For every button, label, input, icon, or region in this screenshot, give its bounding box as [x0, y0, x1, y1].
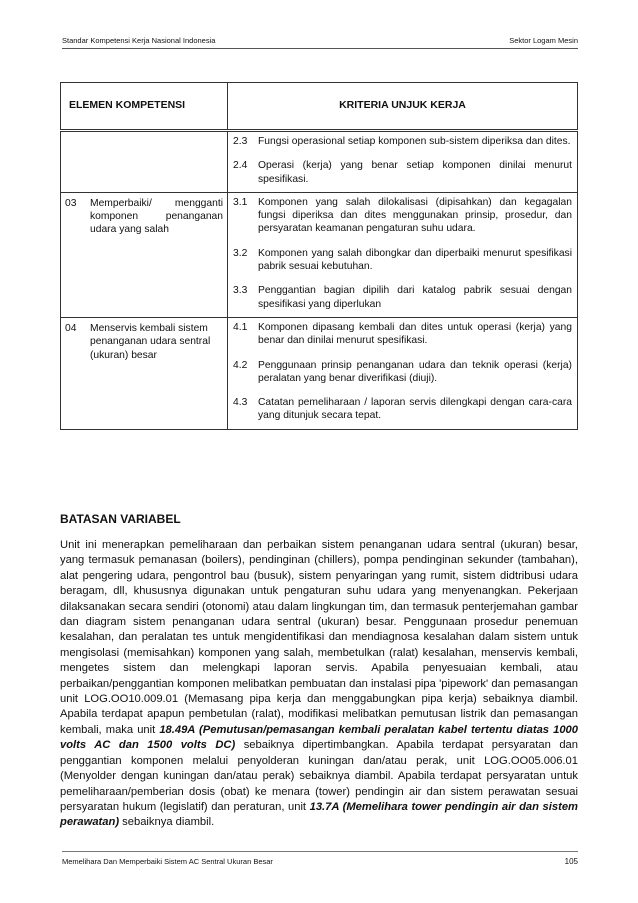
column-header-kriteria: KRITERIA UNJUK KERJA [228, 83, 578, 131]
kriteria-item [233, 359, 572, 386]
kriteria-text: Fungsi operasional setiap komponen sub-sistem diperiksa dan dites. [258, 136, 571, 147]
kriteria-item [233, 196, 572, 236]
kriteria-text: Komponen yang salah dibongkar dan diperbaiki menurut spesifikasi pabrik sesuai kebutuhan. [258, 247, 572, 273]
kriteria-item [233, 159, 572, 186]
paragraph-unit-reference-2: 13.7A (Memelihara tower pendingin air dan sistem perawatan) [60, 800, 578, 829]
section-heading-batasan-variabel: BATASAN VARIABEL [60, 512, 181, 526]
kriteria-text: Operasi (kerja) yang benar setiap komponen dinilai menurut spesifikasi. [258, 160, 572, 185]
kriteria-number: 4.1 [233, 321, 248, 333]
kriteria-text: Penggantian bagian dipilih dari katalog pabrik sesuai dengan spesifikasi yang diperlukan [258, 285, 572, 310]
elemen-number: 04 [65, 322, 77, 334]
page-header [62, 36, 578, 49]
paragraph-text-part-1: Unit ini menerapkan pemeliharaan dan perbaikan sistem penanganan udara sentral (ukuran) besar, yang termasuk pemanasan (boilers), pendinginan (chillers), pompa pendinginan sekunder (tambahan), alat pengering udara, pengontrol bau (busuk), sistem penyaringan yang rumit, sistem didtribusi udara beragam, dll, khususnya digunakan untuk pengaturan suhu udara yang menyenangkan. Pekerjaan dilaksanakan secara sendiri (otonomi) atau dalam lingkungan tim, dan termasuk penterjemahan gambar dan diagram sistem penanganan udara sentral (ukuran) besar. Penggunaan prosedur penemuan kesalahan, dan peralatan tes untuk mengidentifikasi dan mendiagnosa kesalahan dalam sistem untuk mengisolasi (memisahkan) komponen yang salah, membetulkan (ralat) kesalahan, menservis kembali, mengetes sistem dan melengkapi laporan servis. Apabila penyesuaian kembali, atau perbaikan/penggantian komponen melibatkan pembuatan dan instalasi pipa 'pipework' dan pemasangan unit LOG.OO10.009.01 (Memasang pipa kerja dan menggabungkan pipa kerja) sebaiknya diambil. Apabila terdapat apapun pembetulan (ralat), modifikasi melibatkan pemutusan listrik dan pemasangan kembali, maka unit [60, 539, 578, 736]
kriteria-number: 2.4 [233, 160, 248, 172]
elemen-item [65, 197, 223, 237]
elemen-text: Memperbaiki/ mengganti komponen penanganan udara yang salah [90, 197, 223, 236]
paragraph-text-part-2: sebaiknya dipertimbangkan. Apabila terdapat persyaratan dan penggantian komponen melalui penyolderan kuningan dan/atau perak, unit LOG.OO05.006.01 (Menyolder dengan kuningan dan/atau perak) sebaiknya diambil. Apabila terdapat persyaratan untuk pemeliharaan/pemberian dosis (obat) ke menara (tower) pendingin air dan sistem perawatan sesuai persyaratan hukum (legislatif) dan peraturan, unit [60, 739, 578, 813]
paragraph-unit-reference-1: 18.49A (Pemutusan/pemasangan kembali peralatan kabel tertentu diatas 1000 volts AC dan 1500 volts DC) [60, 723, 578, 752]
elemen-number: 03 [65, 197, 77, 209]
kriteria-number: 2.3 [233, 136, 248, 147]
table-header-row [61, 83, 578, 131]
footer-module-title: Memelihara Dan Memperbaiki Sistem AC Sentral Ukuran Besar [62, 857, 273, 866]
competency-table [60, 82, 578, 430]
page-footer [62, 851, 578, 866]
kriteria-cell [228, 317, 578, 429]
header-standard-title: Standar Kompetensi Kerja Nasional Indonesia [62, 36, 216, 45]
kriteria-cell [228, 192, 578, 317]
kriteria-number: 3.1 [233, 196, 248, 208]
kriteria-cell [228, 131, 578, 193]
kriteria-item [233, 321, 572, 348]
elemen-text: Menservis kembali sistem penanganan udara sentral (ukuran) besar [90, 322, 211, 361]
table-row [61, 317, 578, 429]
batasan-variabel-paragraph [60, 538, 578, 831]
column-header-elemen: ELEMEN KOMPETENSI [61, 83, 228, 131]
kriteria-item [233, 247, 572, 274]
elemen-item [65, 322, 223, 362]
kriteria-text: Komponen yang salah dilokalisasi (dipisahkan) dan kegagalan fungsi diperiksa dan dites menggunakan prinsip, prosedur, dan persyaratan keamanan pengaturan suhu udara. [258, 196, 572, 235]
kriteria-number: 4.2 [233, 359, 248, 371]
kriteria-item [233, 396, 572, 423]
elemen-cell [61, 317, 228, 429]
paragraph-text-part-3: sebaiknya diambil. [119, 816, 215, 829]
elemen-cell-empty [61, 131, 228, 193]
kriteria-text: Komponen dipasang kembali dan dites untuk operasi (kerja) yang benar dan dinilai menurut spesifikasi. [258, 321, 572, 347]
kriteria-number: 4.3 [233, 397, 248, 409]
kriteria-item [233, 284, 572, 311]
kriteria-item [233, 135, 572, 148]
kriteria-number: 3.2 [233, 247, 248, 259]
kriteria-number: 3.3 [233, 285, 248, 297]
kriteria-text: Catatan pemeliharaan / laporan servis dilengkapi dengan cara-cara yang ditunjuk secara tepat. [258, 397, 572, 422]
table-row [61, 192, 578, 317]
table-row [61, 131, 578, 193]
page-number: 105 [564, 857, 578, 866]
header-sector: Sektor Logam Mesin [509, 36, 578, 45]
kriteria-text: Penggunaan prinsip penanganan udara dan teknik operasi (kerja) peralatan yang benar diverifikasi (diuji). [258, 359, 572, 384]
elemen-cell [61, 192, 228, 317]
